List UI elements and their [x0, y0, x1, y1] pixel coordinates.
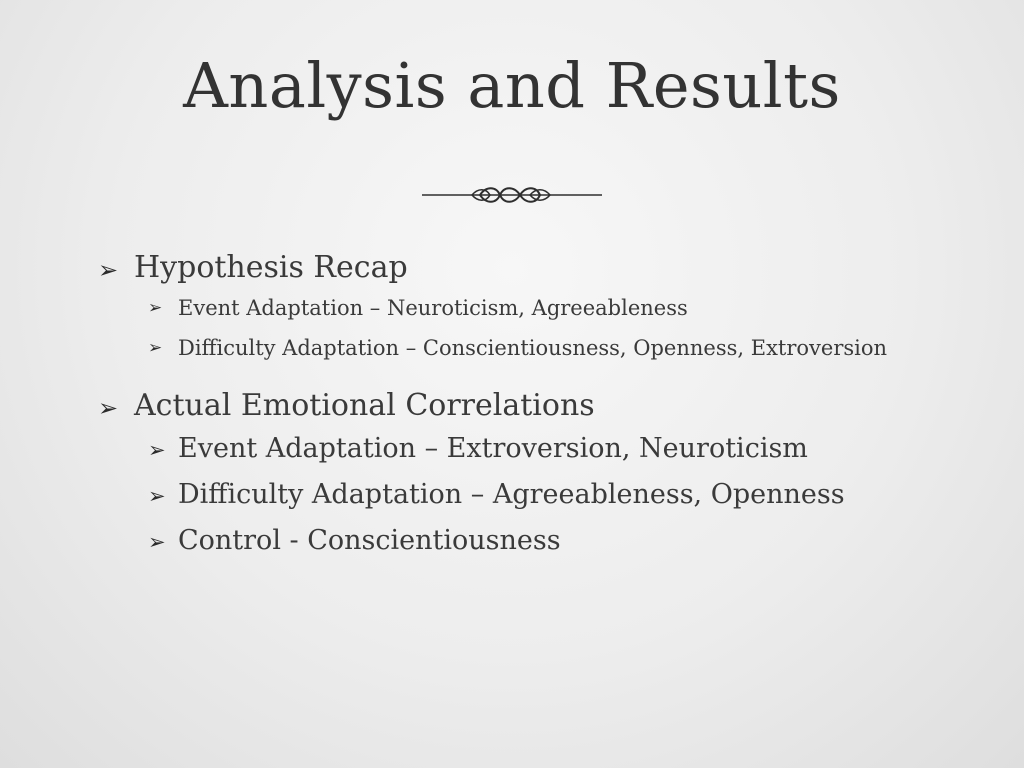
- list-item: [98, 288, 978, 328]
- bullet-list: [98, 248, 978, 564]
- flourish-divider-icon: [420, 180, 604, 210]
- slide-title: Analysis and Results: [183, 49, 841, 122]
- sub-item-text: Difficulty Adaptation – Agreeableness, Openness: [178, 479, 845, 510]
- arrow-bullet-icon: ➢: [148, 338, 163, 358]
- section-heading: Actual Emotional Correlations: [134, 388, 595, 423]
- arrow-bullet-icon: ➢: [148, 298, 163, 318]
- sub-item-text: Control - Conscientiousness: [178, 525, 561, 556]
- sub-item-text: Difficulty Adaptation – Conscientiousness, Openness, Extroversion: [178, 336, 888, 360]
- arrow-bullet-icon: ➢: [148, 484, 166, 508]
- arrow-bullet-icon: ➢: [148, 530, 166, 554]
- arrow-bullet-icon: ➢: [148, 438, 166, 462]
- list-item: [98, 328, 978, 368]
- list-item: [98, 386, 978, 426]
- arrow-bullet-icon: ➢: [98, 394, 119, 422]
- sub-item-text: Event Adaptation – Neuroticism, Agreeableness: [178, 296, 688, 320]
- sub-item-text: Event Adaptation – Extroversion, Neuroticism: [178, 433, 808, 464]
- list-item: [98, 472, 978, 518]
- list-item: [98, 518, 978, 564]
- list-item: [98, 248, 978, 288]
- list-item: [98, 426, 978, 472]
- section-heading: Hypothesis Recap: [134, 250, 408, 285]
- arrow-bullet-icon: ➢: [98, 256, 119, 284]
